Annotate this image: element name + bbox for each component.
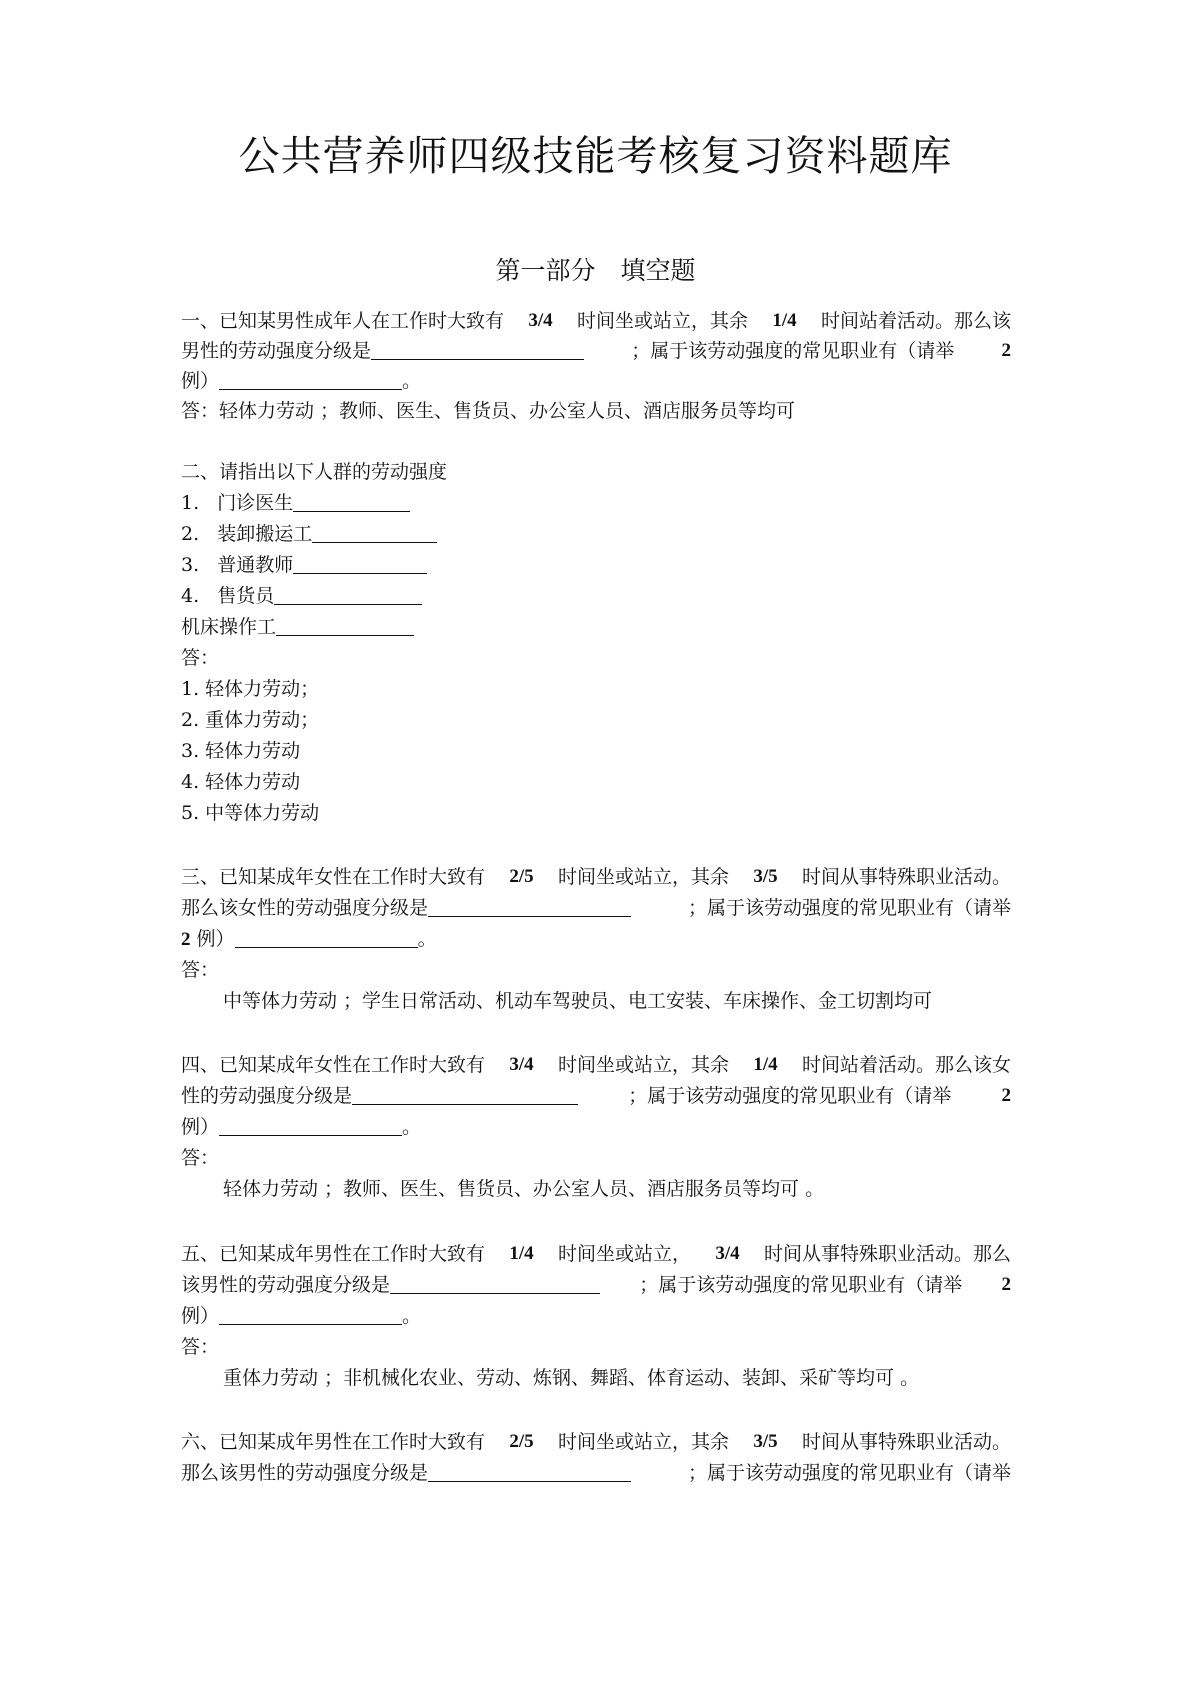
- q1-text: 。: [402, 370, 422, 392]
- q3-text: 三、已知某成年女性在工作时大致有: [181, 866, 486, 888]
- q3-answer: 中等体力劳动 ；学生日常活动、机动车驾驶员、电工安装、车床操作、金工切割均可: [223, 990, 933, 1012]
- item-text: 普通教师: [217, 554, 294, 576]
- q6-text: 六、已知某成年男性在工作时大致有: [181, 1431, 486, 1453]
- q1-text: 时间站着活动。那么该: [820, 310, 1011, 332]
- answer-blank: [219, 369, 402, 390]
- q4-line-2: [181, 1081, 1011, 1111]
- q3-text: 时间坐或站立，其余: [557, 866, 729, 888]
- answer-blank: [219, 1304, 402, 1325]
- answer-blank: [428, 896, 631, 917]
- q2-answer: 1. 轻体力劳动；: [181, 678, 320, 700]
- q5-text: 时间坐或站立，: [557, 1243, 691, 1265]
- q4-answer: 轻体力劳动 ；教师、医生、售货员、办公室人员、酒店服务员等均可 。: [223, 1178, 825, 1200]
- q3-line-3: [181, 924, 437, 955]
- q2-intro: 二、请指出以下人群的劳动强度: [181, 461, 448, 483]
- item-number: 2.: [181, 523, 200, 545]
- q3-answer-label: 答：: [181, 959, 220, 981]
- q1-fraction-b: 1/4: [772, 310, 797, 331]
- answer-blank: [276, 615, 414, 636]
- section-heading: 第一部分 填空题: [495, 256, 696, 285]
- q5-answer: 重体力劳动 ；非机械化农业、劳动、炼钢、舞蹈、体育运动、装卸、采矿等均可 。: [223, 1367, 920, 1389]
- item-number: 1.: [181, 492, 200, 514]
- q2-answer: 2. 重体力劳动；: [181, 709, 320, 731]
- q1-fraction-a: 3/4: [528, 310, 553, 331]
- q5-line-1: [181, 1239, 1011, 1269]
- q2-answer: 5. 中等体力劳动: [181, 802, 320, 824]
- q4-answer-label: 答：: [181, 1147, 220, 1169]
- q4-text: 性的劳动强度分级是: [181, 1085, 353, 1107]
- q5-fraction-a: 1/4: [509, 1243, 534, 1264]
- q4-text: 。: [402, 1116, 422, 1138]
- answer-blank: [352, 1084, 578, 1105]
- q4-text: 例）: [181, 1116, 220, 1138]
- answer-blank: [293, 491, 410, 512]
- q2-item: [181, 488, 410, 518]
- q4-fraction-a: 3/4: [509, 1054, 534, 1075]
- q5-fraction-b: 3/4: [715, 1243, 740, 1264]
- q1-text: ；属于该劳动强度的常见职业有（请举: [631, 340, 955, 362]
- q6-text: 时间坐或站立，其余: [557, 1431, 729, 1453]
- answer-blank: [312, 522, 437, 543]
- q3-text: 时间从事特殊职业活动。: [801, 866, 1011, 888]
- item-text: 售货员: [217, 585, 275, 607]
- q5-text: 该男性的劳动强度分级是: [181, 1274, 391, 1296]
- q4-text: 时间坐或站立，其余: [557, 1054, 729, 1076]
- answer-blank: [428, 1461, 631, 1482]
- document-title: 公共营养师四级技能考核复习资料题库: [238, 132, 953, 180]
- q6-fraction-a: 2/5: [509, 1431, 534, 1452]
- q5-text: 例）: [181, 1305, 220, 1327]
- answer-blank: [371, 339, 584, 360]
- q4-text: 四、已知某成年女性在工作时大致有: [181, 1054, 486, 1076]
- item-text: 装卸搬运工: [217, 523, 313, 545]
- answer-blank: [390, 1273, 600, 1294]
- q3-fraction-b: 3/5: [753, 866, 778, 887]
- q6-line-2: [181, 1458, 1011, 1488]
- q5-text: 五、已知某成年男性在工作时大致有: [181, 1243, 486, 1265]
- q2-answer: 4. 轻体力劳动: [181, 771, 301, 793]
- q3-text: 例）: [196, 928, 235, 950]
- q2-item: [181, 519, 437, 549]
- item-text: 机床操作工: [181, 616, 277, 638]
- q2-answer: 3. 轻体力劳动: [181, 740, 301, 762]
- item-number: 3.: [181, 554, 200, 576]
- q2-answer-label: 答：: [181, 647, 220, 669]
- q1-text: 时间坐或站立，其余: [576, 310, 748, 332]
- answer-blank: [219, 1115, 402, 1136]
- q2-item: [181, 612, 414, 642]
- q3-line-2: [181, 893, 1011, 923]
- answer-blank: [235, 927, 418, 948]
- q5-text: 时间从事特殊职业活动。那么: [763, 1243, 1011, 1265]
- answer-blank: [293, 553, 427, 574]
- q4-fraction-b: 1/4: [753, 1054, 778, 1075]
- q1-line-3: [181, 366, 421, 396]
- q1-text: 例）: [181, 370, 220, 392]
- q2-item: [181, 581, 422, 611]
- q6-line-1: [181, 1427, 1011, 1457]
- item-number: 4.: [181, 585, 200, 607]
- q3-count: 2: [181, 929, 191, 950]
- q5-count: 2: [1001, 1274, 1011, 1295]
- q5-answer-label: 答：: [181, 1336, 220, 1358]
- q6-fraction-b: 3/5: [753, 1431, 778, 1452]
- q4-line-3: [181, 1112, 421, 1142]
- q1-count: 2: [1001, 340, 1011, 361]
- q1-text: 一、已知某男性成年人在工作时大致有: [181, 310, 505, 332]
- q1-line-2: [181, 336, 1011, 366]
- q4-text: ；属于该劳动强度的常见职业有（请举: [628, 1085, 952, 1107]
- q1-text: 男性的劳动强度分级是: [181, 340, 372, 362]
- q2-item: [181, 550, 427, 580]
- q4-line-1: [181, 1050, 1011, 1080]
- q3-text: 那么该女性的劳动强度分级是: [181, 897, 429, 919]
- q3-line-1: [181, 862, 1011, 892]
- q3-fraction-a: 2/5: [509, 866, 534, 887]
- answer-blank: [274, 584, 422, 605]
- q4-text: 时间站着活动。那么该女: [801, 1054, 1011, 1076]
- q5-text: 。: [402, 1305, 422, 1327]
- q3-text: 。: [417, 928, 437, 950]
- q5-text: ；属于该劳动强度的常见职业有（请举: [639, 1274, 963, 1296]
- q1-line-1: [181, 306, 1011, 336]
- item-text: 门诊医生: [217, 492, 294, 514]
- q4-count: 2: [1001, 1085, 1011, 1106]
- q5-line-2: [181, 1270, 1011, 1300]
- q5-line-3: [181, 1301, 421, 1331]
- q6-text: 时间从事特殊职业活动。: [801, 1431, 1011, 1453]
- q6-text: ；属于该劳动强度的常见职业有（请举: [687, 1462, 1011, 1484]
- q6-text: 那么该男性的劳动强度分级是: [181, 1462, 429, 1484]
- q3-text: ；属于该劳动强度的常见职业有（请举: [687, 897, 1011, 919]
- q1-answer: 答：轻体力劳动 ；教师、医生、售货员、办公室人员、酒店服务员等均可: [181, 400, 796, 422]
